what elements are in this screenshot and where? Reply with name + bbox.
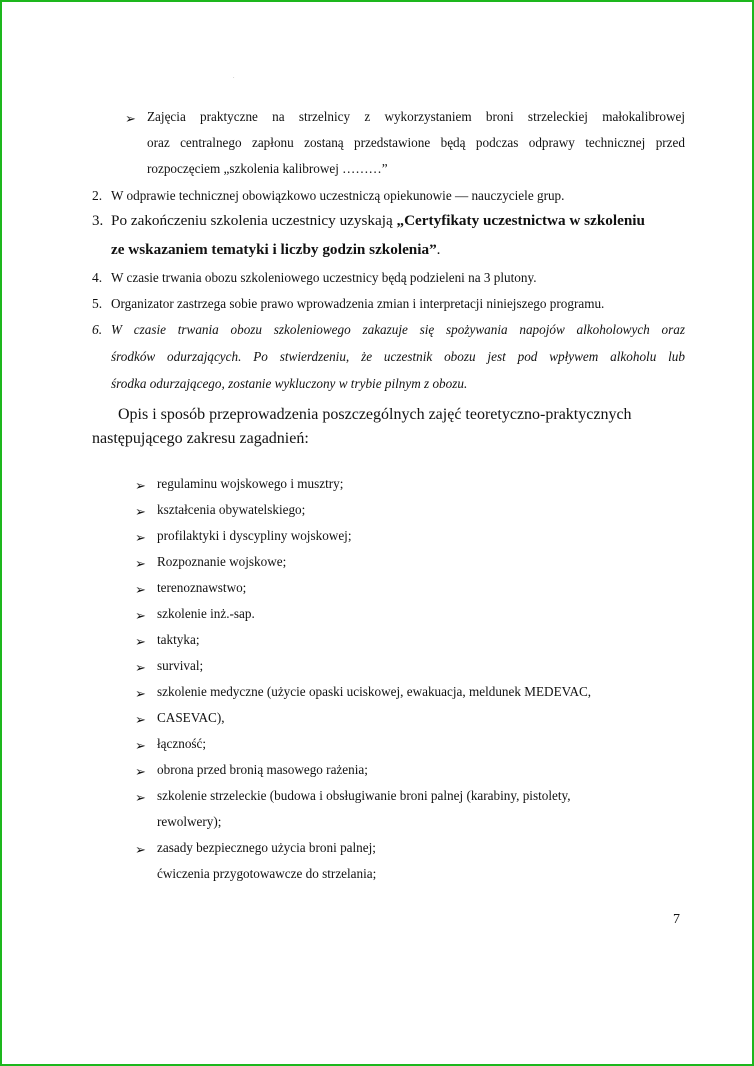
list-item-text: środków odurzających. Po stwierdzeniu, że uczestnik obozu jest pod wpływem alkoholu lub [111, 349, 685, 364]
arrow-bullet-icon: ➢ [135, 842, 146, 857]
page-number: 7 [673, 912, 680, 927]
arrow-bullet-icon: ➢ [135, 530, 146, 545]
bullet-line: Zajęcia praktyczne na strzelnicy z wykorzystaniem broni strzeleckiej małokalibrowej [147, 109, 685, 124]
list-item-text: W czasie trwania obozu szkoleniowego zakazuje się spożywania napojów alkoholowych oraz [111, 322, 685, 337]
arrow-bullet-icon: ➢ [135, 608, 146, 623]
list-number: 5. [92, 296, 103, 311]
topic-item: ćwiczenia przygotowawcze do strzelania; [157, 866, 377, 881]
bullet-line: rozpoczęciem „szkolenia kalibrowej ………” [147, 161, 388, 176]
arrow-bullet-icon: ➢ [125, 111, 136, 126]
topic-item: łączność; [157, 736, 207, 751]
arrow-bullet-icon: ➢ [135, 712, 146, 727]
list-item-text: W czasie trwania obozu szkoleniowego uczestnicy będą podzieleni na 3 plutony. [111, 270, 537, 285]
intro-paragraph: następującego zakresu zagadnień: [92, 430, 309, 447]
list-item-text: Organizator zastrzega sobie prawo wprowadzenia zmian i interpretacji niniejszego programu. [111, 296, 605, 311]
arrow-bullet-icon: ➢ [135, 790, 146, 805]
list-item-text [111, 241, 440, 259]
period: . [436, 241, 441, 258]
arrow-bullet-icon: ➢ [135, 556, 146, 571]
certificate-text: Po zakończeniu szkolenia uczestnicy uzyskają [111, 212, 397, 229]
topic-item: regulaminu wojskowego i musztry; [157, 476, 344, 491]
bullet-line: oraz centralnego zapłonu zostaną przedstawione będą podczas odprawy technicznej przed [147, 135, 685, 150]
arrow-bullet-icon: ➢ [135, 764, 146, 779]
topic-item: szkolenie inż.-sap. [157, 606, 255, 621]
list-item-text: środka odurzającego, zostanie wykluczony w trybie pilnym z obozu. [111, 376, 468, 391]
intro-paragraph: Opis i sposób przeprowadzenia poszczególnych zajęć teoretyczno-praktycznych [118, 406, 632, 423]
topic-item: profilaktyki i dyscypliny wojskowej; [157, 528, 352, 543]
topic-item: taktyka; [157, 632, 200, 647]
arrow-bullet-icon: ➢ [135, 504, 146, 519]
topic-item: Rozpoznanie wojskowe; [157, 554, 287, 569]
certificate-title: ze wskazaniem tematyki i liczby godzin szkolenia” [111, 241, 437, 258]
topic-item: szkolenie strzeleckie (budowa i obsługiwanie broni palnej (karabiny, pistolety, [157, 788, 571, 803]
arrow-bullet-icon: ➢ [135, 582, 146, 597]
list-number: 6. [92, 322, 103, 337]
list-number: 4. [92, 270, 103, 285]
topic-item: CASEVAC), [157, 710, 225, 725]
list-number: 2. [92, 188, 103, 203]
topic-item: obrona przed bronią masowego rażenia; [157, 762, 368, 777]
topic-item: kształcenia obywatelskiego; [157, 502, 306, 517]
arrow-bullet-icon: ➢ [135, 634, 146, 649]
topic-item: terenoznawstwo; [157, 580, 247, 595]
topic-item: zasady bezpiecznego użycia broni palnej; [157, 840, 376, 855]
page-mark: . [233, 74, 235, 80]
list-number: 3. [92, 213, 104, 229]
list-item-text [111, 212, 645, 230]
arrow-bullet-icon: ➢ [135, 660, 146, 675]
arrow-bullet-icon: ➢ [135, 686, 146, 701]
topic-item: survival; [157, 658, 204, 673]
topic-item-continuation: rewolwery); [157, 814, 222, 829]
arrow-bullet-icon: ➢ [135, 738, 146, 753]
topic-item: szkolenie medyczne (użycie opaski uciskowej, ewakuacja, meldunek MEDEVAC, [157, 684, 592, 699]
arrow-bullet-icon: ➢ [135, 478, 146, 493]
list-item-text: W odprawie technicznej obowiązkowo uczestniczą opiekunowie — nauczyciele grup. [111, 188, 565, 203]
certificate-title: „Certyfikaty uczestnictwa w szkoleniu [396, 212, 645, 229]
